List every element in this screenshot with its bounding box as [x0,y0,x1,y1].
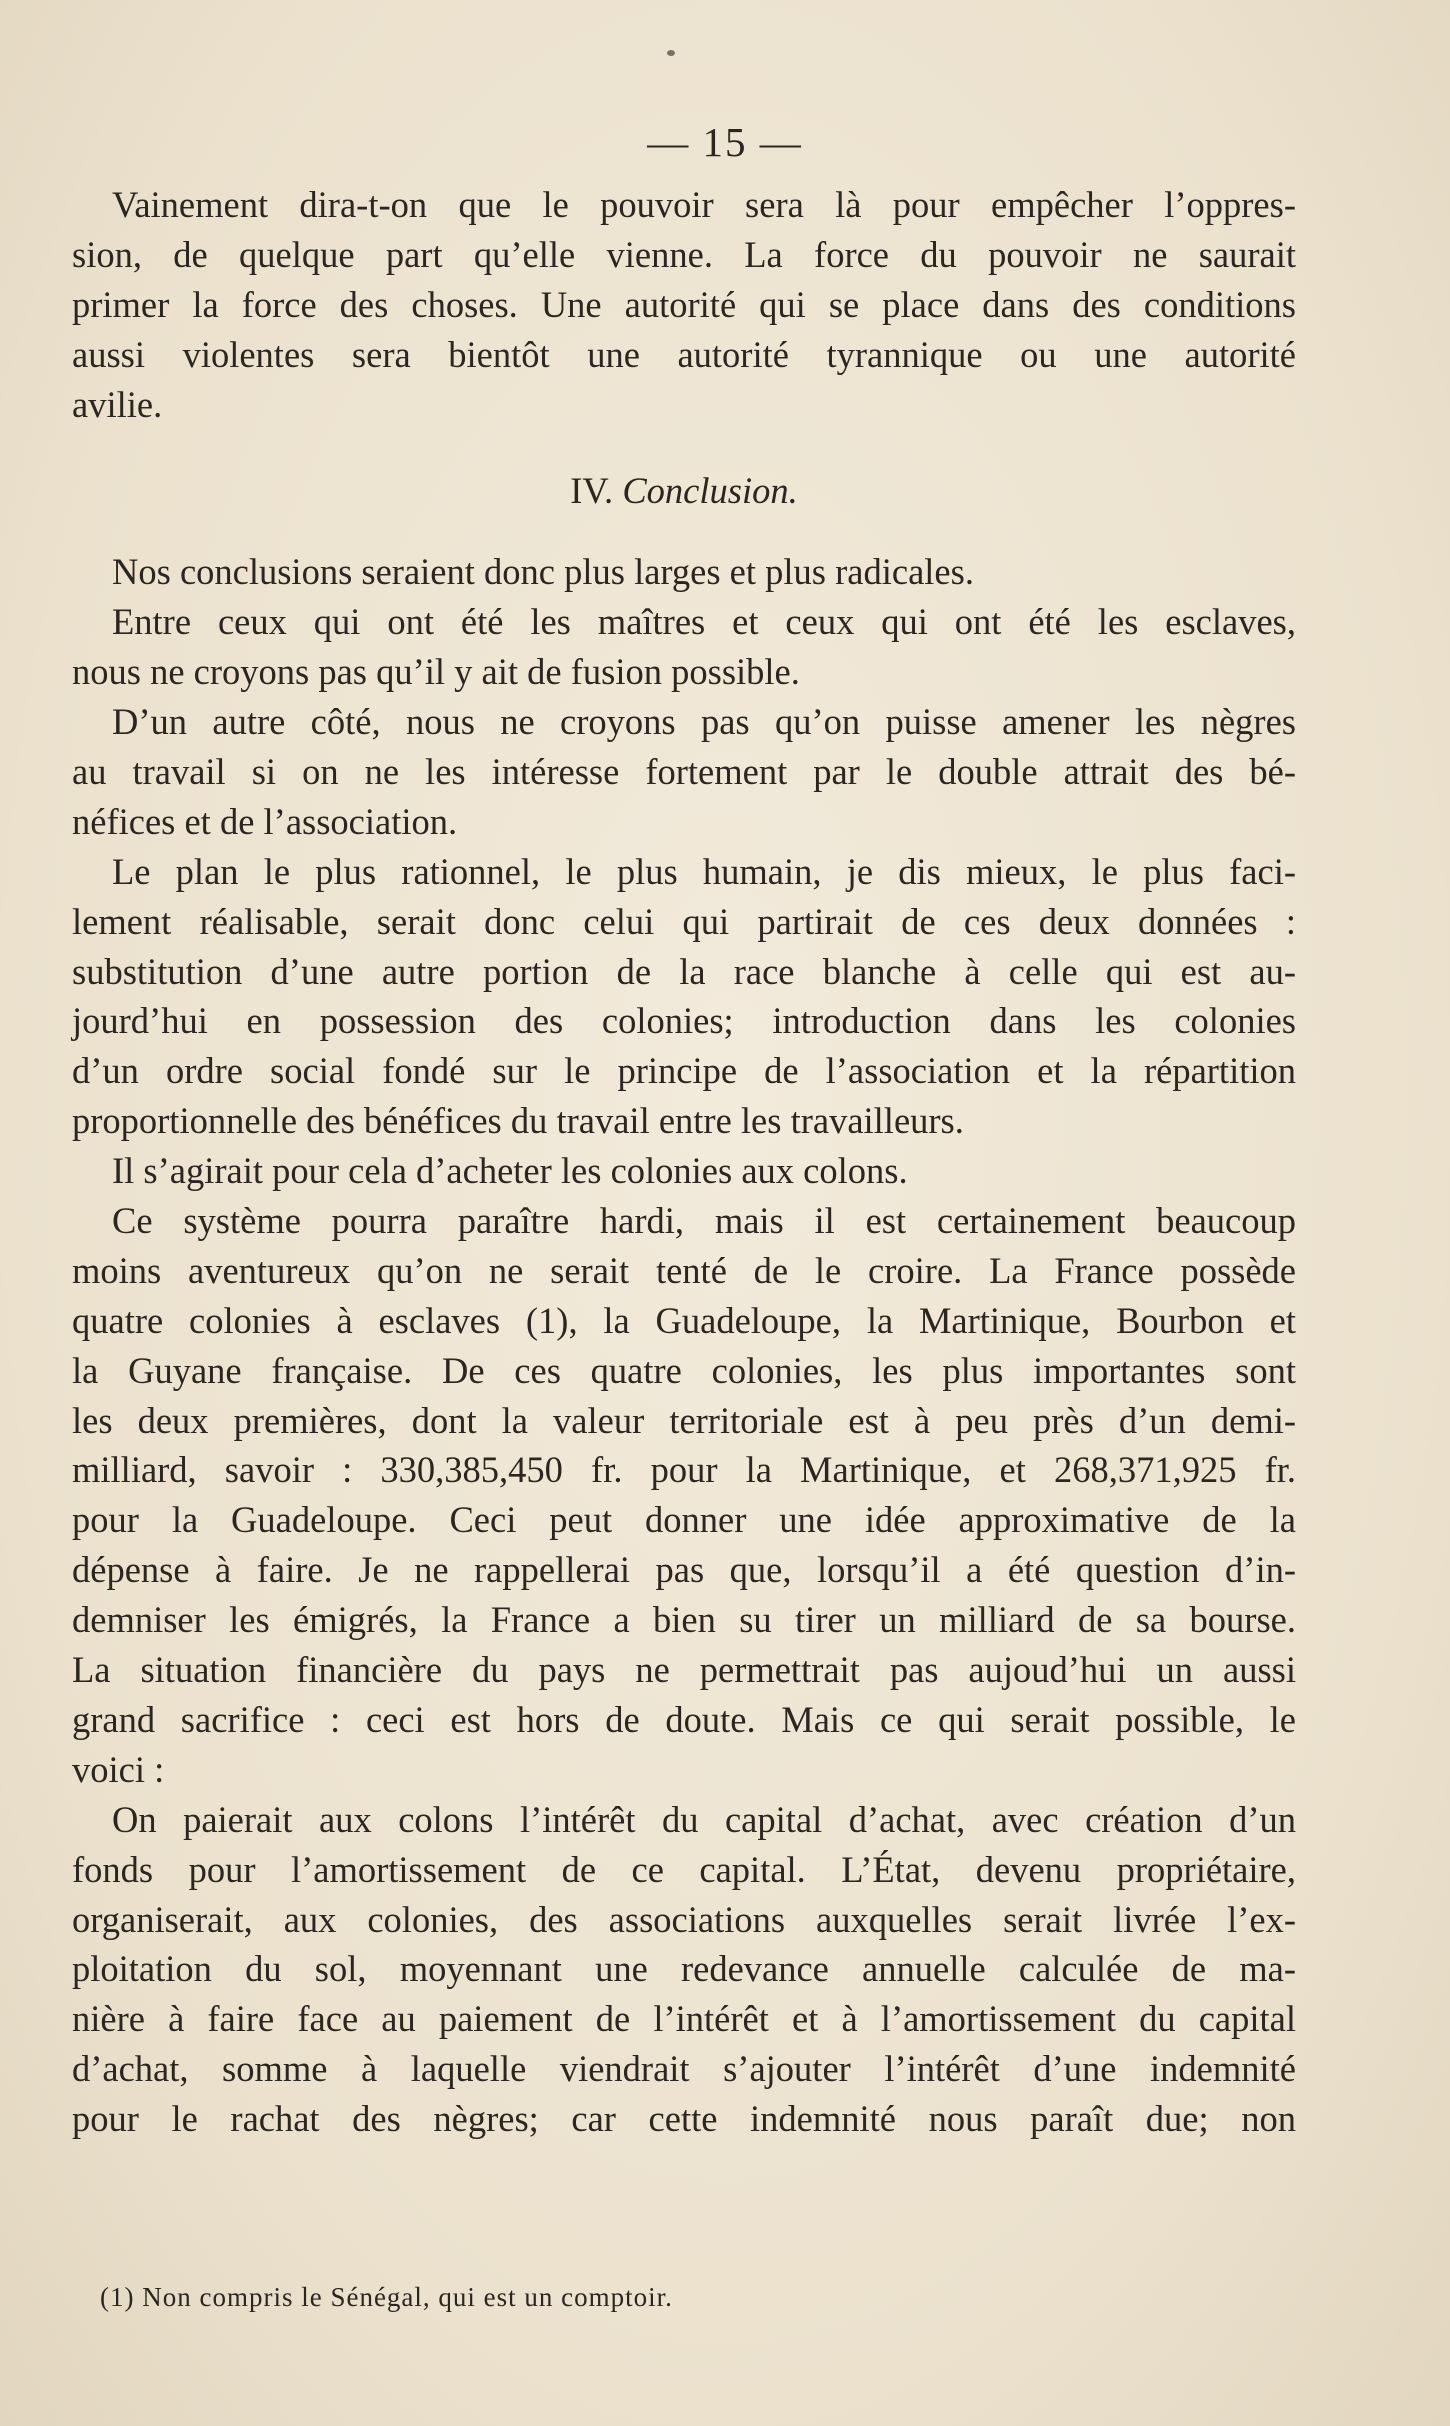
text-line: pour la Guadeloupe. Ceci peut donner une idée approximative de la [72,1499,1296,1541]
text-line: nière à faire face au paiement de l’intérêt et à l’amortissement du capital [72,1998,1296,2040]
text-line: organiserait, aux colonies, des associations auxquelles serait livrée l’ex- [72,1898,1296,1940]
paragraph [72,1795,1296,2144]
text-line: dépense à faire. Je ne rappellerai pas que, lorsqu’il a été question d’in- [72,1549,1296,1591]
text-line: Il s’agirait pour cela d’acheter les colonies aux colons. [112,1150,908,1192]
paragraph [72,1146,1296,1196]
text-line: pour le rachat des nègres; car cette indemnité nous paraît due; non [72,2098,1296,2140]
pre-heading-text [72,180,1296,429]
text-line: Entre ceux qui ont été les maîtres et ceux qui ont été les esclaves, [112,601,1296,643]
paragraph [72,847,1296,1146]
text-line: Le plan le plus rationnel, le plus humain, je dis mieux, le plus faci- [112,850,1296,892]
body-text [72,180,1296,2144]
text-line: au travail si on ne les intéresse fortement par le double attrait des bé- [72,751,1296,793]
text-line: voici : [72,1748,165,1790]
text-line: fonds pour l’amortissement de ce capital. L’État, devenu propriétaire, [72,1848,1296,1890]
paragraph [72,697,1296,847]
section-title: Conclusion. [622,470,798,512]
text-line: d’un ordre social fondé sur le principe de l’association et la répartition [72,1050,1296,1092]
section-numeral: IV. [570,470,614,512]
ink-speck [667,50,675,56]
text-line: D’un autre côté, nous ne croyons pas qu’on puisse amener les nègres [112,701,1296,743]
text-line: grand sacrifice : ceci est hors de doute. Mais ce qui serait possible, le [72,1698,1296,1740]
text-line: les deux premières, dont la valeur territoriale est à peu près d’un demi- [72,1399,1296,1441]
text-line: proportionnelle des bénéfices du travail entre les travailleurs. [72,1100,964,1142]
footnote: (1) Non compris le Sénégal, qui est un comptoir. [100,2282,673,2312]
text-line: néfices et de l’association. [72,800,458,842]
paragraph [72,180,1296,429]
text-line: d’achat, somme à laquelle viendrait s’ajouter l’intérêt d’une indemnité [72,2048,1296,2090]
text-line: On paierait aux colons l’intérêt du capital d’achat, avec création d’un [112,1798,1296,1840]
text-line: demniser les émigrés, la France a bien su tirer un milliard de sa bourse. [72,1599,1296,1641]
text-line: La situation financière du pays ne permettrait pas aujoud’hui un aussi [72,1649,1296,1691]
text-line: moins aventureux qu’on ne serait tenté de le croire. La France possède [72,1249,1296,1291]
text-line: substitution d’une autre portion de la race blanche à celle qui est au- [72,950,1296,992]
text-line: milliard, savoir : 330,385,450 fr. pour la Martinique, et 268,371,925 fr. [72,1449,1296,1491]
text-line: Vainement dira-t-on que le pouvoir sera là pour empêcher l’oppres- [112,184,1296,225]
text-line: Nos conclusions seraient donc plus larges et plus radicales. [112,551,974,593]
text-line: Ce système pourra paraître hardi, mais il est certainement beaucoup [112,1200,1296,1242]
text-line: aussi violentes sera bientôt une autorité tyrannique ou une autorité [72,333,1296,375]
text-line: jourd’hui en possession des colonies; introduction dans les colonies [72,1000,1296,1042]
post-heading-text [72,547,1296,2144]
text-line: primer la force des choses. Une autorité qui se place dans des conditions [72,283,1296,325]
text-line: lement réalisable, serait donc celui qui partirait de ces deux données : [72,900,1296,942]
section-heading [72,441,1296,541]
page-number: — 15 — [647,119,803,165]
paragraph [72,597,1296,697]
paragraph [72,547,1296,597]
text-line: ploitation du sol, moyennant une redevance annuelle calculée de ma- [72,1948,1296,1990]
text-line: nous ne croyons pas qu’il y ait de fusion possible. [72,651,800,693]
text-line: quatre colonies à esclaves (1), la Guadeloupe, la Martinique, Bourbon et [72,1299,1296,1341]
paragraph [72,1196,1296,1795]
text-line: sion, de quelque part qu’elle vienne. La force du pouvoir ne saurait [72,233,1296,275]
text-line: avilie. [72,383,163,425]
text-line: la Guyane française. De ces quatre colonies, les plus importantes sont [72,1349,1296,1391]
